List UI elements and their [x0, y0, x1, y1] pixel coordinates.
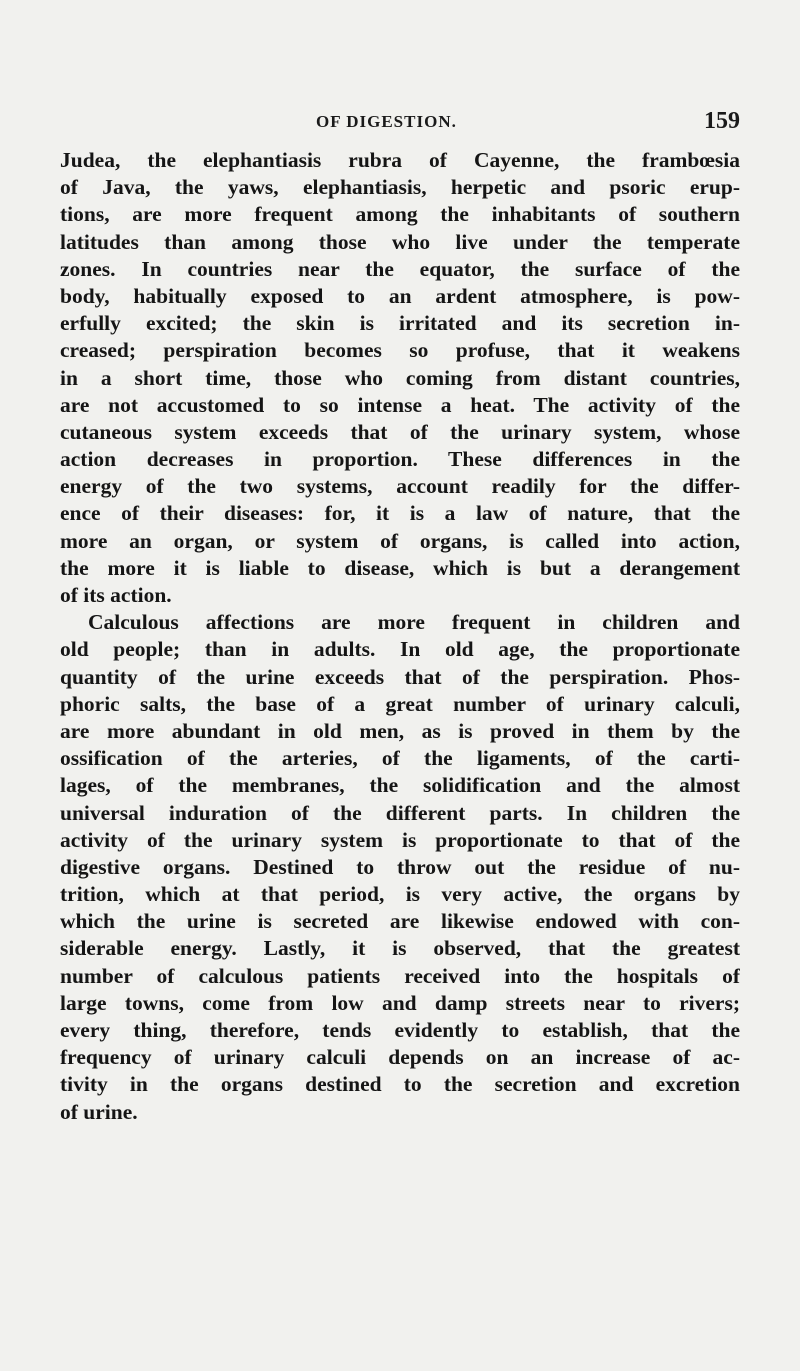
text-line: in a short time, those who coming from distant countries, [60, 365, 740, 390]
paragraph [60, 609, 740, 1126]
text-line: tivity in the organs destined to the secretion and excretion [60, 1072, 740, 1097]
text-line: body, habitually exposed to an ardent atmosphere, is pow- [60, 283, 740, 308]
text-line: of urine. [60, 1099, 138, 1124]
text-line: every thing, therefore, tends evidently to establish, that the [60, 1018, 740, 1042]
text-line: lages, of the membranes, the solidification and the almost [60, 773, 740, 798]
text-line: Calculous affections are more frequent in children and [88, 610, 740, 635]
text-line: creased; perspiration becomes so profuse, that it weakens [60, 338, 740, 363]
text-line: are more abundant in old men, as is proved in them by the [60, 718, 740, 743]
running-head [60, 108, 740, 142]
text-line: ossification of the arteries, of the ligaments, of the carti- [60, 746, 740, 771]
text-line: action decreases in proportion. These differences in the [60, 447, 740, 472]
text-line: trition, which at that period, is very active, the organs by [60, 882, 740, 907]
text-line: activity of the urinary system is proportionate to that of the [60, 827, 740, 852]
text-line: digestive organs. Destined to throw out the residue of nu- [60, 854, 740, 879]
text-line: quantity of the urine exceeds that of the perspiration. Phos- [60, 664, 740, 689]
text-line: erfully excited; the skin is irritated and its secretion in- [60, 311, 740, 336]
running-title: OF DIGESTION. [316, 112, 457, 131]
text-line: of Java, the yaws, elephantiasis, herpetic and psoric erup- [60, 175, 740, 200]
text-line: which the urine is secreted are likewise endowed with con- [60, 909, 740, 934]
text-line: universal induration of the different parts. In children the [60, 800, 740, 825]
text-line: ence of their diseases: for, it is a law of nature, that the [60, 501, 740, 526]
body-text [60, 147, 740, 1126]
text-line: energy of the two systems, account readily for the differ- [60, 474, 740, 499]
text-line: frequency of urinary calculi depends on an increase of ac- [60, 1045, 740, 1070]
text-line: zones. In countries near the equator, the surface of the [60, 256, 740, 281]
text-line: latitudes than among those who live under the temperate [60, 229, 740, 254]
text-line: tions, are more frequent among the inhabitants of southern [60, 202, 740, 227]
text-line: large towns, come from low and damp streets near to rivers; [60, 990, 740, 1015]
paragraph [60, 147, 740, 609]
text-line: more an organ, or system of organs, is called into action, [60, 528, 740, 553]
text-line: phoric salts, the base of a great number of urinary calculi, [60, 691, 740, 716]
text-line: siderable energy. Lastly, it is observed, that the greatest [60, 936, 740, 961]
text-line: old people; than in adults. In old age, the proportionate [60, 637, 740, 662]
text-line: Judea, the elephantiasis rubra of Cayenne, the frambœsia [60, 148, 740, 172]
text-line: are not accustomed to so intense a heat. The activity of the [60, 392, 740, 417]
text-line: cutaneous system exceeds that of the urinary system, whose [60, 419, 740, 444]
page-number: 159 [704, 108, 740, 134]
text-line: of its action. [60, 583, 172, 607]
text-line: number of calculous patients received into the hospitals of [60, 963, 740, 988]
text-line: the more it is liable to disease, which is but a derangement [60, 555, 740, 580]
